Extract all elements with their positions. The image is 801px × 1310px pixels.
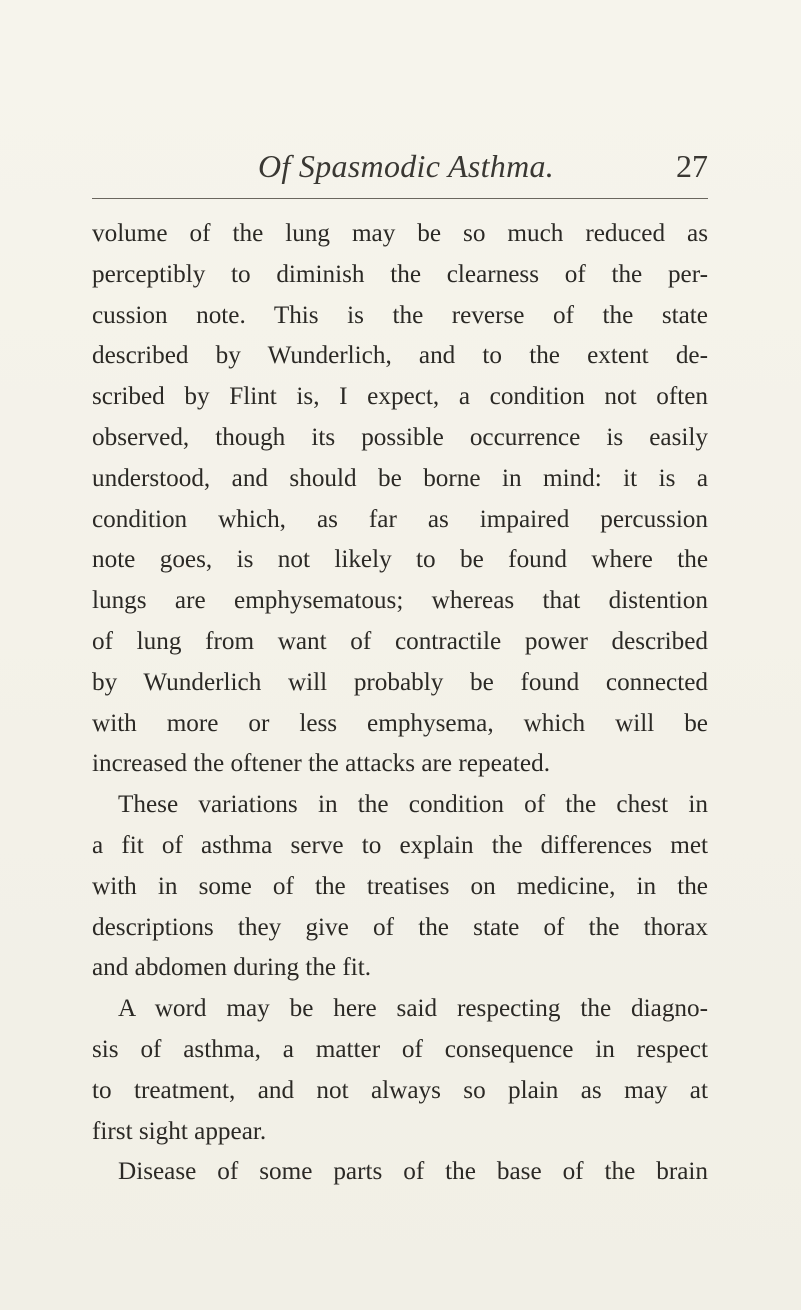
text-line: volume of the lung may be so much reduced as <box>92 220 708 247</box>
text-line: descriptions they give of the state of the thorax <box>92 913 708 941</box>
text-line: a fit of asthma serve to explain the differences met <box>92 831 708 859</box>
text-line: first sight appear. <box>92 1117 267 1145</box>
text-line: A word may be here said respecting the diagno- <box>118 995 708 1023</box>
text-line: sis of asthma, a matter of consequence in respect <box>92 1035 708 1063</box>
text-line: Disease of some parts of the base of the brain <box>118 1158 708 1186</box>
text-line: perceptibly to diminish the clearness of the per- <box>92 260 708 288</box>
text-line: described by Wunderlich, and to the extent de- <box>92 342 708 370</box>
text-line: increased the oftener the attacks are repeated. <box>92 750 550 778</box>
header-rule <box>92 198 708 199</box>
text-line: of lung from want of contractile power described <box>92 627 708 655</box>
text-line: scribed by Flint is, I expect, a condition not often <box>92 383 708 411</box>
text-line: to treatment, and not always so plain as may at <box>92 1076 708 1104</box>
running-head <box>92 148 708 192</box>
text-line: and abdomen during the fit. <box>92 954 372 982</box>
text-line: understood, and should be borne in mind: it is a <box>92 464 708 492</box>
text-line: note goes, is not likely to be found where the <box>92 546 708 574</box>
text-line: with more or less emphysema, which will be <box>92 709 708 737</box>
text-line: cussion note. This is the reverse of the state <box>92 301 708 329</box>
text-line: observed, though its possible occurrence is easily <box>92 423 708 451</box>
text-line: condition which, as far as impaired percussion <box>92 505 708 533</box>
text-line: by Wunderlich will probably be found connected <box>92 668 708 696</box>
body-text <box>92 214 708 1193</box>
text-line: These variations in the condition of the chest in <box>118 791 708 819</box>
page-number: 27 <box>676 148 708 184</box>
text-line: lungs are emphysematous; whereas that distention <box>92 587 708 615</box>
running-title: Of Spasmodic Asthma. <box>258 148 555 184</box>
text-line: with in some of the treatises on medicine, in the <box>92 872 708 900</box>
